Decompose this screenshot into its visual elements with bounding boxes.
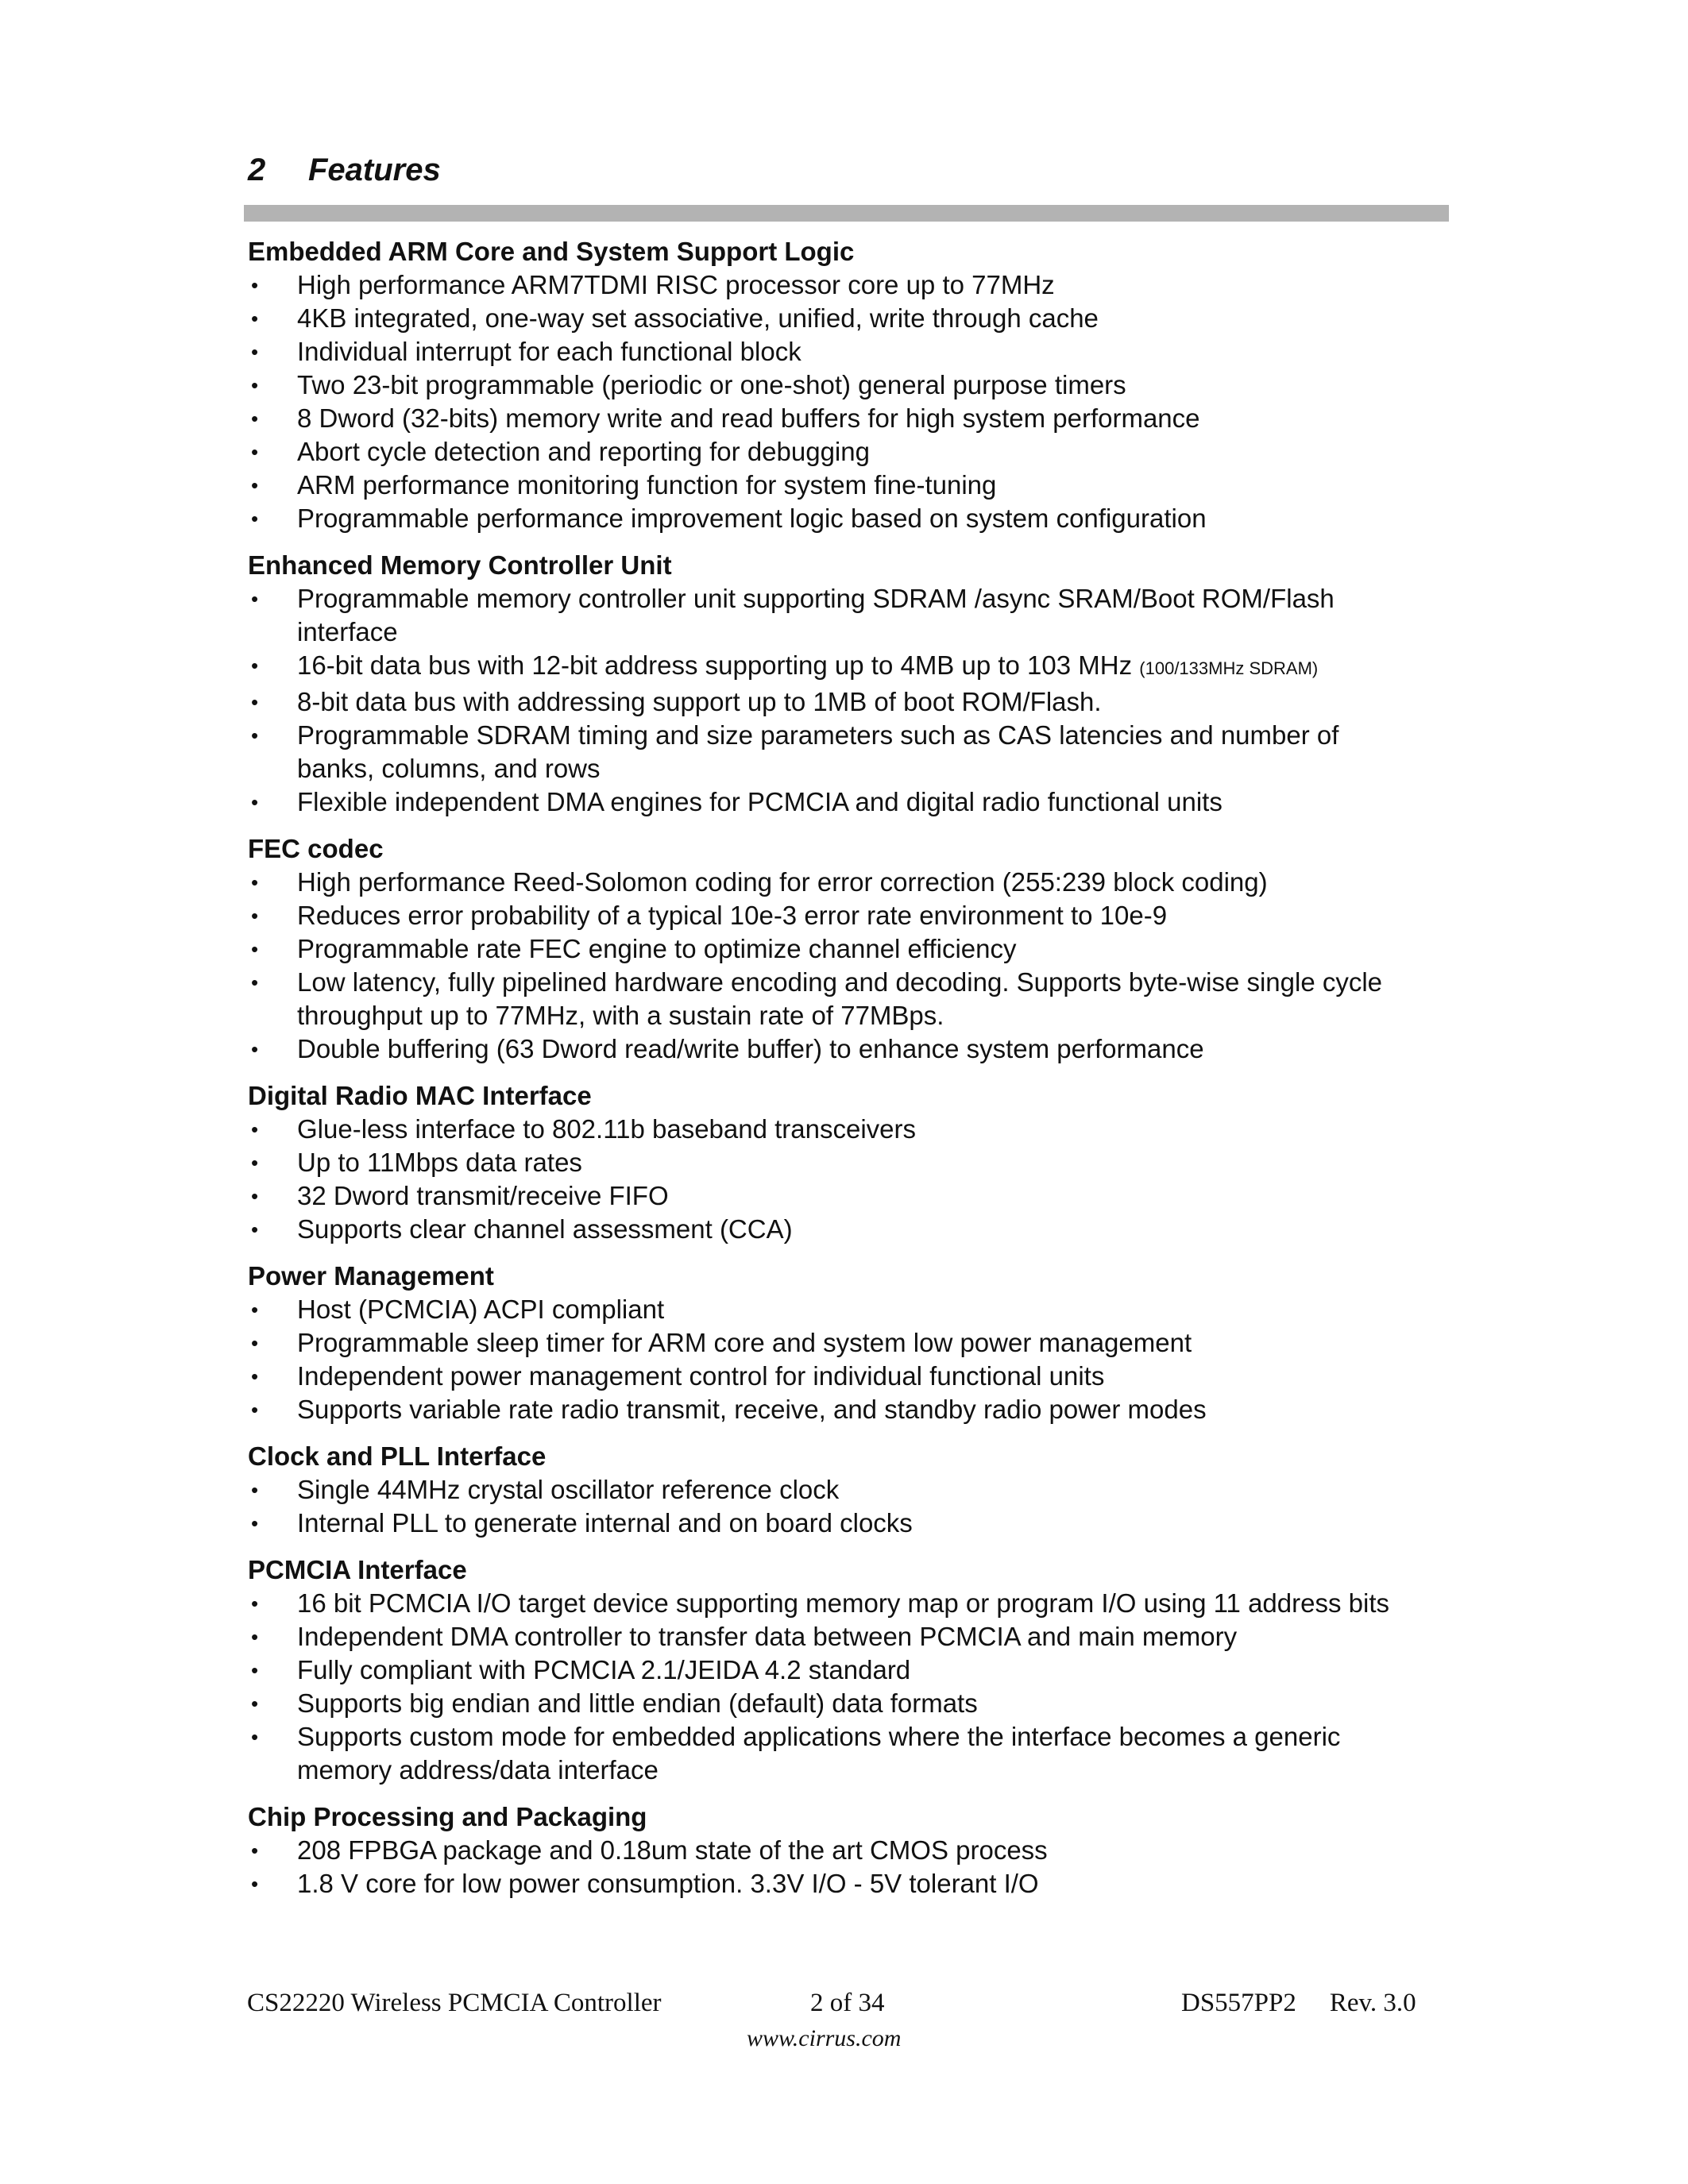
- feature-item-text: [297, 402, 1471, 435]
- bullet-icon: •: [251, 1592, 259, 1615]
- feature-item-line: ARM performance monitoring function for system fine-tuning: [297, 470, 997, 500]
- footer-page-number: 2 of 34: [810, 1989, 885, 2017]
- bullet-icon: •: [251, 690, 259, 714]
- feature-item-text: [297, 866, 1471, 899]
- section-number: 2: [248, 152, 266, 187]
- feature-section: [248, 1553, 1471, 1787]
- feature-item: [248, 1834, 1471, 1867]
- bullet-icon: •: [251, 970, 259, 994]
- bullet-icon: •: [251, 587, 259, 611]
- feature-item-line: Fully compliant with PCMCIA 2.1/JEIDA 4.2 standard: [297, 1655, 911, 1684]
- feature-item-line: Supports clear channel assessment (CCA): [297, 1214, 793, 1244]
- feature-item-line: 16-bit data bus with 12-bit address supporting up to 4MB up to 103 MHz: [297, 650, 1133, 680]
- feature-item-line: 16 bit PCMCIA I/O target device supporting memory map or program I/O using 11 address bits: [297, 1588, 1389, 1618]
- feature-item: [248, 899, 1471, 932]
- feature-item-text: [297, 966, 1471, 999]
- bullet-icon: •: [251, 1511, 259, 1535]
- feature-item-text: [297, 335, 1471, 369]
- feature-section-title: Power Management: [248, 1261, 494, 1291]
- feature-item-text: [297, 899, 1471, 932]
- feature-item: [248, 785, 1471, 819]
- feature-item-text: [297, 1293, 1471, 1326]
- feature-section-title: Clock and PLL Interface: [248, 1441, 547, 1471]
- bullet-icon: •: [251, 373, 259, 397]
- bullet-icon: •: [251, 473, 259, 497]
- footer-url: www.cirrus.com: [747, 2025, 902, 2051]
- feature-item-text: [297, 1360, 1471, 1393]
- feature-item-line: 32 Dword transmit/receive FIFO: [297, 1181, 669, 1210]
- bullet-icon: •: [251, 1692, 259, 1715]
- feature-item-line: 8 Dword (32-bits) memory write and read buffers for high system performance: [297, 403, 1200, 433]
- feature-section-title: Embedded ARM Core and System Support Logic: [248, 237, 855, 266]
- feature-item-line: High performance ARM7TDMI RISC processor core up to 77MHz: [297, 270, 1055, 299]
- feature-item: [248, 582, 1471, 649]
- feature-item-text: [297, 1473, 1471, 1507]
- feature-section-title: Chip Processing and Packaging: [248, 1802, 647, 1831]
- feature-item-line: throughput up to 77MHz, with a sustain rate of 77MBps.: [297, 1001, 944, 1030]
- feature-item-text: [297, 1720, 1471, 1754]
- feature-item: [248, 1687, 1471, 1720]
- feature-item-line: Abort cycle detection and reporting for debugging: [297, 437, 870, 466]
- bullet-icon: •: [251, 1839, 259, 1862]
- bullet-icon: •: [251, 1625, 259, 1649]
- feature-item: [248, 1293, 1471, 1326]
- feature-item: [248, 1146, 1471, 1179]
- feature-item-text: [297, 1179, 1471, 1213]
- feature-item-text: [297, 1587, 1471, 1620]
- bullet-icon: •: [251, 1184, 259, 1208]
- feature-item: [248, 1032, 1471, 1066]
- feature-item-text: [297, 1507, 1471, 1540]
- feature-item: [248, 649, 1471, 685]
- feature-item-text: [297, 719, 1471, 752]
- section-gap: [248, 1066, 1471, 1079]
- feature-item-line: High performance Reed-Solomon coding for error correction (255:239 block coding): [297, 867, 1268, 897]
- feature-section: [248, 1260, 1471, 1426]
- bullet-icon: •: [251, 440, 259, 464]
- feature-item-text: [297, 1620, 1471, 1653]
- feature-item-line: Individual interrupt for each functional block: [297, 337, 802, 366]
- footer-doc-title: CS22220 Wireless PCMCIA Controller: [247, 1989, 662, 2017]
- feature-item: [248, 1393, 1471, 1426]
- feature-item-text: [297, 1754, 1471, 1787]
- section-heading: [248, 154, 441, 186]
- feature-item: [248, 502, 1471, 535]
- feature-section-title: FEC codec: [248, 834, 384, 863]
- bullet-icon: •: [251, 1398, 259, 1422]
- feature-section: [248, 832, 1471, 1066]
- feature-item-line: 4KB integrated, one-way set associative, unified, write through cache: [297, 303, 1099, 333]
- feature-item: [248, 1360, 1471, 1393]
- feature-item: [248, 402, 1471, 435]
- feature-item-text: [297, 1687, 1471, 1720]
- feature-item: [248, 335, 1471, 369]
- feature-item: [248, 1720, 1471, 1787]
- feature-item-line: Supports custom mode for embedded applications where the interface becomes a generic: [297, 1722, 1341, 1751]
- feature-item: [248, 866, 1471, 899]
- feature-item-line: Programmable SDRAM timing and size parameters such as CAS latencies and number of: [297, 720, 1339, 750]
- feature-item-line: Programmable performance improvement logic based on system configuration: [297, 504, 1207, 533]
- feature-item-line: memory address/data interface: [297, 1755, 659, 1785]
- feature-item-line: Programmable memory controller unit supporting SDRAM /async SRAM/Boot ROM/Flash: [297, 584, 1335, 613]
- feature-item-line: Independent power management control for individual functional units: [297, 1361, 1105, 1391]
- bullet-icon: •: [251, 1037, 259, 1061]
- bullet-icon: •: [251, 1658, 259, 1682]
- feature-item-line: Host (PCMCIA) ACPI compliant: [297, 1295, 665, 1324]
- feature-item-text: [297, 1032, 1471, 1066]
- bullet-icon: •: [251, 1478, 259, 1502]
- feature-item-line: Double buffering (63 Dword read/write buffer) to enhance system performance: [297, 1034, 1204, 1063]
- footer-doc-id: DS557PP2 Rev. 3.0: [1181, 1989, 1416, 2017]
- feature-item-text: [297, 615, 1471, 649]
- feature-item: [248, 966, 1471, 1032]
- feature-item-line: Supports variable rate radio transmit, receive, and standby radio power modes: [297, 1395, 1207, 1424]
- section-title: Features: [308, 152, 441, 187]
- feature-item-line: interface: [297, 617, 398, 646]
- feature-item: [248, 1326, 1471, 1360]
- bullet-icon: •: [251, 1364, 259, 1388]
- bullet-icon: •: [251, 1298, 259, 1322]
- bullet-icon: •: [251, 790, 259, 814]
- feature-section-title: Digital Radio MAC Interface: [248, 1081, 592, 1110]
- feature-item-text: [297, 752, 1471, 785]
- feature-item-line: Programmable rate FEC engine to optimize channel efficiency: [297, 934, 1017, 963]
- feature-item: [248, 1620, 1471, 1653]
- bullet-icon: •: [251, 870, 259, 894]
- feature-item-line: Reduces error probability of a typical 10e-3 error rate environment to 10e-9: [297, 901, 1168, 930]
- feature-item-line: 208 FPBGA package and 0.18um state of the art CMOS process: [297, 1835, 1048, 1865]
- feature-item-line: Up to 11Mbps data rates: [297, 1148, 582, 1177]
- section-gap: [248, 1426, 1471, 1440]
- bullet-icon: •: [251, 340, 259, 364]
- feature-item: [248, 369, 1471, 402]
- feature-item-text: [297, 1834, 1471, 1867]
- section-gap: [248, 535, 1471, 549]
- feature-section: [248, 1800, 1471, 1900]
- feature-item: [248, 1587, 1471, 1620]
- feature-item-text: [297, 369, 1471, 402]
- bullet-icon: •: [251, 904, 259, 928]
- bullet-icon: •: [251, 407, 259, 430]
- feature-item-line: Low latency, fully pipelined hardware encoding and decoding. Supports byte-wise single cycle: [297, 967, 1383, 997]
- feature-section: [248, 1079, 1471, 1246]
- feature-section-title: PCMCIA Interface: [248, 1555, 467, 1584]
- feature-item-text: [297, 685, 1471, 719]
- bullet-icon: •: [251, 1872, 259, 1896]
- bullet-icon: •: [251, 1725, 259, 1749]
- bullet-icon: •: [251, 307, 259, 330]
- feature-item-line: Flexible independent DMA engines for PCMCIA and digital radio functional units: [297, 787, 1223, 816]
- feature-item-line: Internal PLL to generate internal and on board clocks: [297, 1508, 913, 1538]
- feature-item-text: [297, 1113, 1471, 1146]
- feature-item: [248, 932, 1471, 966]
- feature-item-text: [297, 649, 1471, 685]
- section-gap: [248, 1246, 1471, 1260]
- bullet-icon: •: [251, 1117, 259, 1141]
- feature-item-line: banks, columns, and rows: [297, 754, 601, 783]
- bullet-icon: •: [251, 1151, 259, 1175]
- feature-item-line: Independent DMA controller to transfer data between PCMCIA and main memory: [297, 1622, 1238, 1651]
- bullet-icon: •: [251, 937, 259, 961]
- feature-item-text: [297, 1146, 1471, 1179]
- feature-item-line: Programmable sleep timer for ARM core and system low power management: [297, 1328, 1192, 1357]
- feature-item: [248, 1179, 1471, 1213]
- feature-item: [248, 469, 1471, 502]
- feature-item-text: [297, 932, 1471, 966]
- feature-item: [248, 268, 1471, 302]
- feature-item-text: [297, 582, 1471, 615]
- bullet-icon: •: [251, 723, 259, 747]
- section-gap: [248, 1787, 1471, 1800]
- feature-item: [248, 1473, 1471, 1507]
- bullet-icon: •: [251, 1217, 259, 1241]
- feature-item-text: [297, 1213, 1471, 1246]
- feature-item-text: [297, 469, 1471, 502]
- feature-item: [248, 302, 1471, 335]
- feature-item: [248, 1213, 1471, 1246]
- feature-item-text: [297, 1653, 1471, 1687]
- features-list: [248, 235, 1471, 1900]
- bullet-icon: •: [251, 273, 259, 297]
- feature-item-text: [297, 1393, 1471, 1426]
- feature-item-text: [297, 435, 1471, 469]
- feature-item-line: Two 23-bit programmable (periodic or one-shot) general purpose timers: [297, 370, 1126, 399]
- feature-item-line: 8-bit data bus with addressing support up to 1MB of boot ROM/Flash.: [297, 687, 1102, 716]
- bullet-icon: •: [251, 654, 259, 677]
- bullet-icon: •: [251, 1331, 259, 1355]
- feature-item-line: Glue-less interface to 802.11b baseband transceivers: [297, 1114, 917, 1144]
- feature-item: [248, 1507, 1471, 1540]
- feature-item-text: [297, 1867, 1471, 1900]
- feature-item-line: Supports big endian and little endian (default) data formats: [297, 1688, 978, 1718]
- feature-item-line: Single 44MHz crystal oscillator reference clock: [297, 1475, 840, 1504]
- feature-section: [248, 1440, 1471, 1540]
- feature-item: [248, 719, 1471, 785]
- feature-item-text: [297, 302, 1471, 335]
- feature-item: [248, 1113, 1471, 1146]
- feature-item-text: [297, 1326, 1471, 1360]
- sdram-note: (100/133MHz SDRAM): [1139, 658, 1319, 678]
- feature-item: [248, 435, 1471, 469]
- feature-section-title: Enhanced Memory Controller Unit: [248, 550, 672, 580]
- heading-rule: [244, 205, 1449, 222]
- feature-section: [248, 235, 1471, 535]
- section-gap: [248, 819, 1471, 832]
- bullet-icon: •: [251, 507, 259, 531]
- section-gap: [248, 1540, 1471, 1553]
- feature-item: [248, 1653, 1471, 1687]
- feature-item-text: [297, 502, 1471, 535]
- feature-item-text: [297, 268, 1471, 302]
- footer-revision: Rev. 3.0: [1329, 1989, 1416, 2017]
- feature-item: [248, 685, 1471, 719]
- feature-item: [248, 1867, 1471, 1900]
- feature-item-text: [297, 999, 1471, 1032]
- feature-section: [248, 549, 1471, 819]
- feature-item-line: 1.8 V core for low power consumption. 3.3V I/O - 5V tolerant I/O: [297, 1869, 1039, 1898]
- feature-item-text: [297, 785, 1471, 819]
